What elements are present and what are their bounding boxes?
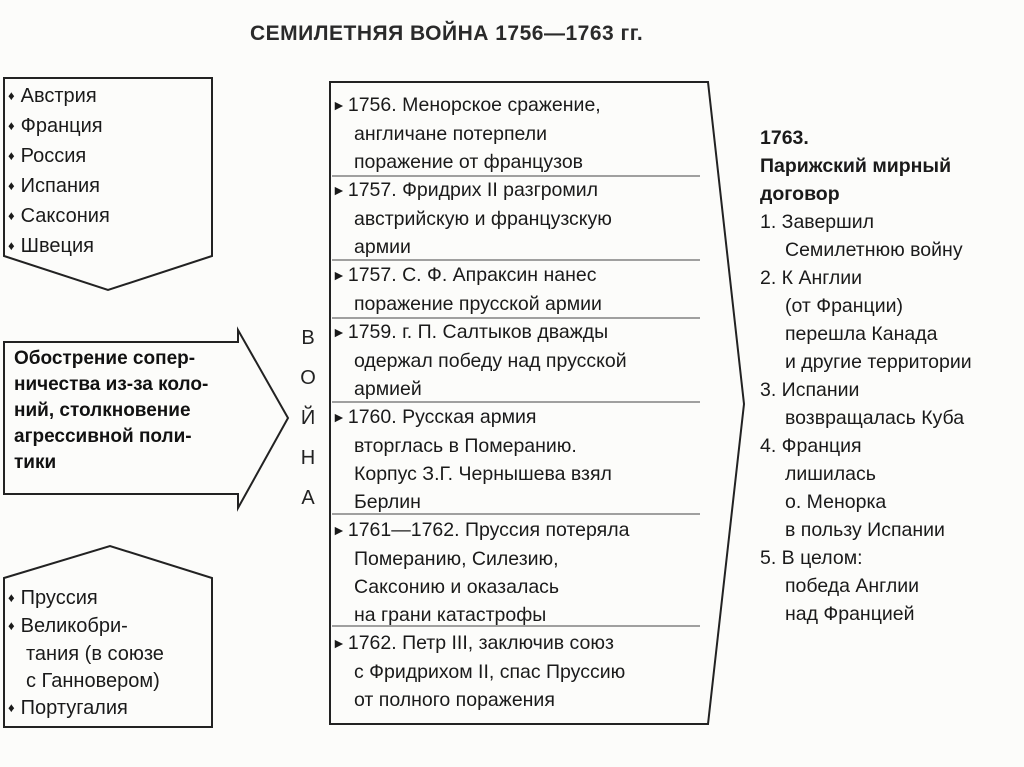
result-line: и другие территории (785, 351, 972, 373)
cause-line: тики (14, 452, 57, 473)
result-line: (от Франции) (785, 295, 903, 317)
event-line (332, 488, 707, 516)
coalition-top (8, 82, 188, 262)
event-item (332, 261, 707, 318)
result-title-line: договор (760, 183, 840, 205)
event-text: на грани катастрофы (354, 604, 547, 626)
result-line: 3. Испании (760, 379, 860, 401)
country-name: Великобри- (20, 615, 128, 637)
coalition-bottom-item (8, 613, 208, 641)
result-line: возвращалась Куба (785, 407, 965, 429)
country-name: Австрия (20, 85, 97, 107)
result-year: 1763. (760, 127, 809, 149)
coalition-top-item (8, 202, 188, 232)
arrow-icon: ► (332, 324, 346, 340)
country-name: Португалия (20, 697, 128, 719)
result-item (760, 544, 1020, 628)
coalition-top-item (8, 232, 188, 262)
result-item (760, 432, 1020, 544)
event-text: 1756. Менорское сражение, (347, 94, 601, 116)
event-line (332, 686, 707, 714)
country-name: тания (в союзе (26, 643, 164, 665)
result-panel (760, 124, 1020, 628)
event-line (332, 261, 707, 290)
event-text: австрийскую и французскую (354, 208, 612, 230)
bullet-icon: ♦ (8, 700, 15, 715)
cause-text (14, 346, 280, 476)
arrow-icon: ► (332, 409, 346, 425)
event-line (332, 120, 707, 148)
event-text: Корпус З.Г. Чернышева взял (354, 463, 612, 485)
result-title-line: Парижский мирный (760, 155, 952, 177)
result-item (760, 264, 1020, 376)
war-letter: Й (300, 407, 316, 429)
result-line: 2. К Англии (760, 267, 863, 289)
event-item (332, 318, 707, 403)
bullet-icon: ♦ (8, 118, 15, 133)
arrow-icon: ► (332, 635, 346, 651)
event-line (332, 658, 707, 686)
coalition-top-item (8, 142, 188, 172)
page-title: СЕМИЛЕТНЯЯ ВОЙНА 1756—1763 гг. (250, 22, 644, 45)
war-letter: В (301, 327, 315, 349)
war-letter: А (301, 487, 315, 509)
event-text: Саксонию и оказалась (354, 576, 560, 598)
event-line (332, 432, 707, 460)
event-text: армии (354, 236, 411, 258)
country-name: Пруссия (20, 587, 98, 609)
result-line: о. Менорка (785, 491, 887, 513)
event-item (332, 403, 707, 516)
war-letter: О (300, 367, 316, 389)
event-line (332, 176, 707, 205)
country-name: Франция (20, 115, 103, 137)
event-text: вторглась в Померанию. (354, 435, 577, 457)
coalition-bottom-item (8, 585, 208, 613)
cause-line: ничества из-за коло- (14, 374, 209, 395)
country-name: Испания (20, 175, 101, 197)
event-line (332, 347, 707, 375)
coalition-bottom-item (8, 641, 208, 668)
event-item (332, 629, 707, 714)
country-name: с Ганновером) (26, 670, 160, 692)
event-line (332, 148, 707, 176)
result-line: в пользу Испании (785, 519, 945, 541)
event-line (332, 290, 707, 318)
event-line (332, 233, 707, 261)
event-line (332, 205, 707, 233)
coalition-top-item (8, 172, 188, 202)
country-name: Россия (20, 145, 87, 167)
coalition-bottom (8, 585, 208, 723)
coalition-top-item (8, 82, 188, 112)
event-line (332, 375, 707, 403)
event-text: от полного поражения (354, 689, 555, 711)
cause-line: ний, столкновение (14, 400, 191, 421)
bullet-icon: ♦ (8, 208, 15, 223)
coalition-bottom-item (8, 695, 208, 723)
event-text: поражение от французов (354, 151, 584, 173)
event-line (332, 629, 707, 658)
bullet-icon: ♦ (8, 618, 15, 633)
bullet-icon: ♦ (8, 178, 15, 193)
arrow-icon: ► (332, 522, 346, 538)
event-text: 1760. Русская армия (347, 406, 537, 428)
arrow-icon: ► (332, 97, 346, 113)
result-item (760, 376, 1020, 432)
event-line (332, 516, 707, 545)
coalition-top-item (8, 112, 188, 142)
event-line (332, 545, 707, 573)
result-title (760, 152, 1020, 208)
arrow-icon: ► (332, 267, 346, 283)
event-text: поражение прусской армии (354, 293, 602, 315)
country-name: Саксония (20, 205, 110, 227)
event-line (332, 601, 707, 629)
event-item (332, 516, 707, 629)
result-item (760, 208, 1020, 264)
event-text: с Фридрихом II, спас Пруссию (354, 661, 626, 683)
event-text: одержал победу над прусской (354, 350, 627, 372)
coalition-bottom-item (8, 668, 208, 695)
event-text: 1757. Фридрих II разгромил (347, 179, 599, 201)
result-line: 5. В целом: (760, 547, 863, 569)
coalition-bottom-list (8, 585, 208, 723)
events-list (332, 91, 707, 714)
result-line: перешла Канада (785, 323, 938, 345)
event-text: 1761—1762. Пруссия потеряла (347, 519, 630, 541)
event-text: англичане потерпели (354, 123, 548, 145)
event-text: 1759. г. П. Салтыков дважды (347, 321, 609, 343)
result-line: победа Англии (785, 575, 920, 597)
country-name: Швеция (20, 235, 94, 257)
event-text: армией (354, 378, 422, 400)
result-line: 1. Завершил (760, 211, 875, 233)
result-line: лишилась (785, 463, 876, 485)
event-text: Померанию, Силезию, (354, 548, 559, 570)
war-letter: Н (300, 447, 316, 469)
war-vertical-label (293, 318, 323, 518)
event-line (332, 318, 707, 347)
coalition-top-list (8, 82, 188, 262)
cause-line: агрессивной поли- (14, 426, 192, 447)
event-line (332, 91, 707, 120)
arrow-icon: ► (332, 182, 346, 198)
event-text: 1762. Петр III, заключив союз (347, 632, 614, 654)
bullet-icon: ♦ (8, 148, 15, 163)
event-item (332, 176, 707, 261)
event-text: 1757. С. Ф. Апраксин нанес (347, 264, 597, 286)
event-line (332, 460, 707, 488)
event-item (332, 91, 707, 176)
event-text: Берлин (354, 491, 421, 513)
bullet-icon: ♦ (8, 238, 15, 253)
result-line: Семилетнюю войну (785, 239, 963, 261)
result-items (760, 208, 1020, 628)
bullet-icon: ♦ (8, 88, 15, 103)
result-line: 4. Франция (760, 435, 862, 457)
cause-line: Обострение сопер- (14, 348, 196, 369)
event-line (332, 573, 707, 601)
bullet-icon: ♦ (8, 590, 15, 605)
event-line (332, 403, 707, 432)
result-line: над Францией (785, 603, 915, 625)
